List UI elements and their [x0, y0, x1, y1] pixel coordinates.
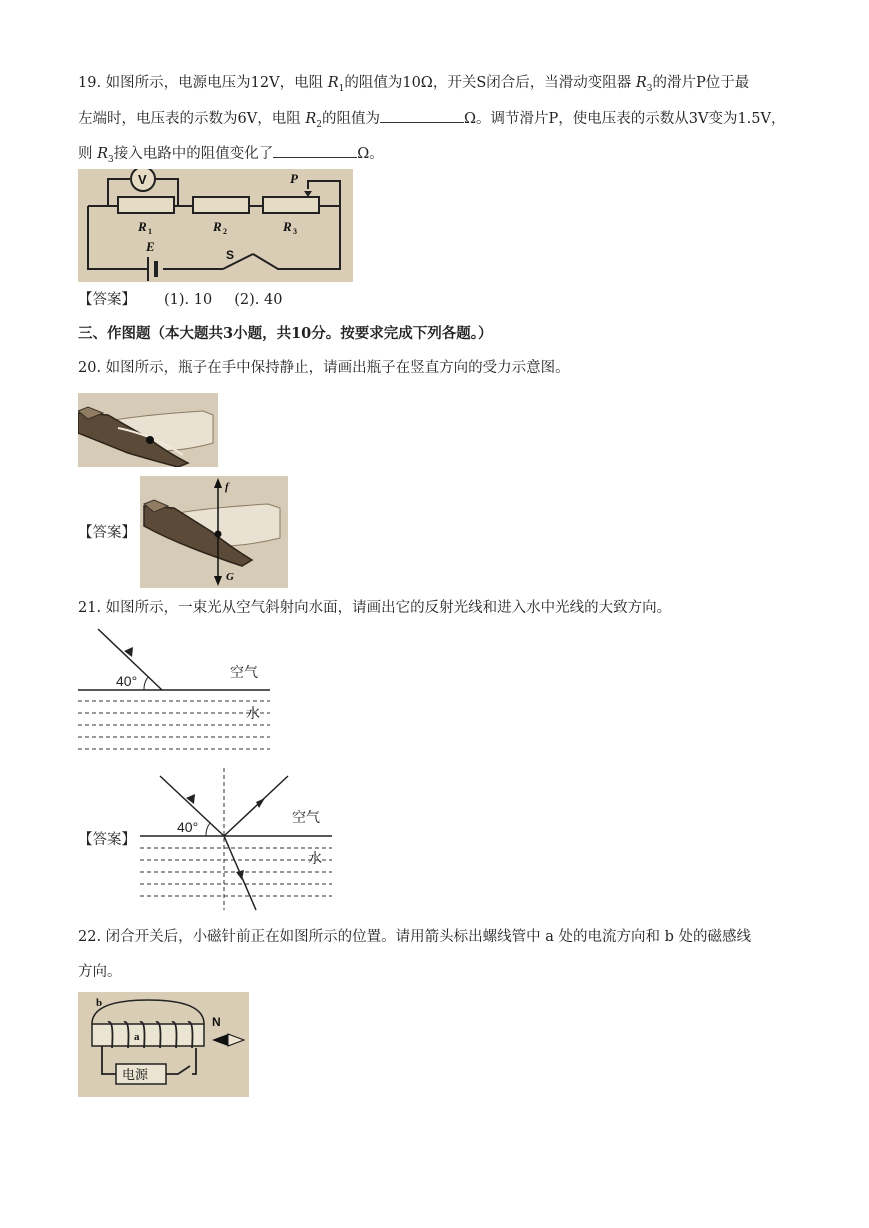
circuit-diagram: [78, 169, 353, 282]
solenoid-diagram: [78, 992, 249, 1097]
bottle-force-diagram: [140, 476, 288, 588]
q19-line-2: 左端时，电压表的示数为6V，电阻 $R_2$的阻值为 Ω。调节滑片P，使电压表的示数从3V变为1.5V，: [78, 108, 785, 135]
q20-text: 20. 如图所示，瓶子在手中保持静止，请画出瓶子在竖直方向的受力示意图。: [78, 360, 570, 376]
water-label: 水: [308, 851, 322, 867]
battery-label: E: [146, 239, 155, 254]
q22-line-1: 22. 闭合开关后，小磁针前正在如图所示的位置。请用箭头标出螺线管中 a 处的电流方向和 b 处的磁感线: [78, 929, 752, 945]
q19-line-1: 19. 如图所示，电源电压为12V，电阻 $R_1$的阻值为10Ω，开关S闭合后，当滑动变阻器 $R_3$的滑片P位于最: [78, 75, 750, 94]
q19-blank-2[interactable]: [273, 143, 357, 158]
q21-text: 21. 如图所示，一束光从空气斜射向水面，请画出它的反射光线和进入水中光线的大致方向。: [78, 600, 672, 616]
friction-arrow-icon: [214, 478, 222, 488]
refraction-question-diagram: [78, 625, 273, 755]
q22-line-2: 方向。: [78, 964, 122, 980]
refraction-answer-diagram: [140, 768, 335, 913]
section-3-heading: 三、作图题（本大题共3小题，共10分。按要求完成下列各题。）: [78, 325, 493, 342]
slider-label: P: [290, 171, 298, 186]
q19-line-3: 则 $R_3$接入电路中的阻值变化了 Ω。: [78, 143, 384, 170]
q21-figure: [78, 625, 273, 755]
q21-answer-figure: [140, 768, 335, 913]
r2-label: R: [213, 219, 222, 234]
power-source-label: 电源: [122, 1068, 149, 1083]
q20-figure: [78, 393, 218, 467]
water-label: 水: [246, 706, 260, 722]
switch-label: S: [226, 248, 235, 262]
q20-answer-figure: [140, 476, 288, 588]
r1-sub: 1: [148, 227, 152, 236]
compass-needle-south-icon: [228, 1034, 244, 1046]
compass-needle-north-icon: [212, 1034, 228, 1046]
angle-label: 40°: [177, 819, 199, 835]
friction-label: f: [225, 481, 229, 493]
q21-answer-label: 【答案】: [78, 832, 136, 848]
point-b-label: b: [96, 997, 103, 1009]
gravity-label: G: [226, 571, 234, 583]
r3-sub: 3: [293, 227, 297, 236]
voltmeter-label: V: [138, 172, 147, 187]
air-label: 空气: [292, 810, 320, 826]
q19-answer: 【答案】 (1). 10 (2). 40: [78, 292, 283, 308]
r3-label: R: [283, 219, 292, 234]
q19-circuit-figure: [78, 169, 353, 282]
angle-label: 40°: [116, 673, 138, 689]
q19-blank-1[interactable]: [380, 108, 464, 123]
bottle-photo: [78, 393, 218, 467]
gravity-arrow-icon: [214, 576, 222, 586]
point-a-label: a: [134, 1031, 140, 1043]
r2-sub: 2: [223, 227, 227, 236]
r1-label: R: [138, 219, 147, 234]
reflected-arrow-icon: [256, 798, 265, 808]
q22-figure: [78, 992, 249, 1097]
north-label: N: [212, 1015, 221, 1029]
q20-answer-label: 【答案】: [78, 525, 136, 541]
air-label: 空气: [230, 665, 258, 681]
